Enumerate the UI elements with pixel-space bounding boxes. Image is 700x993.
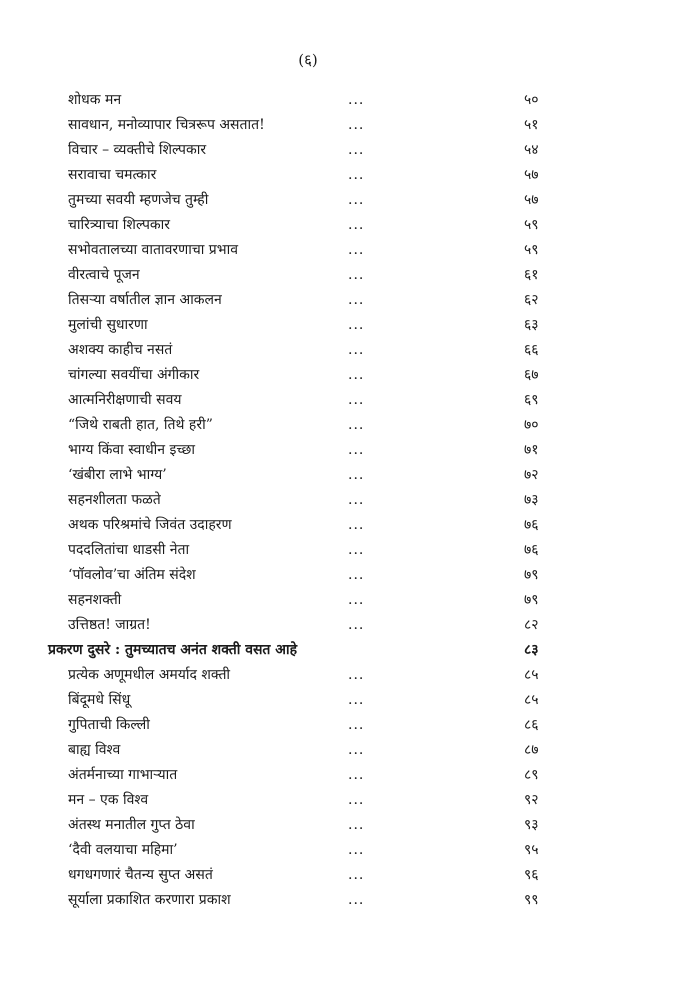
- toc-dots: ...: [348, 192, 365, 208]
- toc-row: [0, 113, 700, 138]
- toc-page: ६९: [524, 392, 539, 408]
- toc-row: [0, 363, 700, 388]
- toc-title: ‘खंबीरा लाभे भाग्य’: [68, 467, 167, 483]
- toc-title: सावधान, मनोव्यापार चित्ररूप असतात!: [68, 117, 265, 133]
- toc-page: ६६: [524, 342, 539, 358]
- toc-page: ६३: [524, 317, 539, 333]
- toc-row: [0, 813, 700, 838]
- toc-dots: ...: [348, 467, 365, 483]
- table-of-contents: [0, 88, 700, 913]
- chapter-heading-title: प्रकरण दुसरे : तुमच्यातच अनंत शक्ती वसत आहे: [48, 642, 298, 658]
- toc-title: बिंदूमधे सिंधू: [68, 692, 131, 708]
- toc-row: [0, 563, 700, 588]
- toc-page: ७३: [524, 492, 539, 508]
- toc-title: भाग्य किंवा स्वाधीन इच्छा: [68, 442, 195, 458]
- toc-dots: ...: [348, 417, 365, 433]
- toc-page: ७९: [524, 567, 539, 583]
- toc-title: शोधक मन: [68, 92, 122, 108]
- toc-row: [0, 513, 700, 538]
- toc-page: ९९: [524, 892, 539, 908]
- toc-dots: ...: [348, 342, 365, 358]
- toc-title: अशक्य काहीच नसतं: [68, 342, 173, 358]
- toc-dots: ...: [348, 542, 365, 558]
- toc-title: ‘दैवी वलयाचा महिमा’: [68, 842, 178, 858]
- toc-row: [0, 888, 700, 913]
- toc-title: अंतस्थ मनातील गुप्त ठेवा: [68, 817, 195, 833]
- toc-dots: ...: [348, 392, 365, 408]
- toc-page: ५७: [524, 167, 539, 183]
- toc-dots: ...: [348, 267, 365, 283]
- toc-title: अंतर्मनाच्या गाभाऱ्यात: [68, 767, 178, 783]
- toc-dots: ...: [348, 792, 365, 808]
- toc-row: [0, 288, 700, 313]
- toc-dots: ...: [348, 367, 365, 383]
- toc-dots: ...: [348, 817, 365, 833]
- toc-page: ८६: [524, 717, 539, 733]
- toc-row: [0, 88, 700, 113]
- toc-row: [0, 388, 700, 413]
- toc-page: ८९: [524, 767, 539, 783]
- toc-row: [0, 738, 700, 763]
- toc-dots: ...: [348, 442, 365, 458]
- toc-row: [0, 863, 700, 888]
- toc-title: विचार – व्यक्तीचे शिल्पकार: [68, 142, 207, 158]
- toc-page: ५१: [524, 117, 539, 133]
- toc-row: [0, 163, 700, 188]
- toc-dots: ...: [348, 842, 365, 858]
- toc-page: ६२: [524, 292, 539, 308]
- toc-title: गुपिताची किल्ली: [68, 717, 150, 733]
- toc-title: पददलितांचा धाडसी नेता: [68, 542, 190, 558]
- toc-page: ६७: [524, 367, 539, 383]
- toc-title: चांगल्या सवयींचा अंगीकार: [68, 367, 200, 383]
- toc-row: [0, 588, 700, 613]
- toc-page: ७१: [524, 442, 539, 458]
- toc-page: ९२: [524, 792, 539, 808]
- toc-title: मुलांची सुधारणा: [68, 317, 148, 333]
- chapter-heading-page: ८३: [524, 642, 539, 658]
- toc-dots: ...: [348, 892, 365, 908]
- toc-dots: ...: [348, 867, 365, 883]
- toc-row: [0, 338, 700, 363]
- toc-row: [0, 788, 700, 813]
- toc-dots: ...: [348, 117, 365, 133]
- toc-title: अथक परिश्रमांचे जिवंत उदाहरण: [68, 517, 232, 533]
- toc-row: [0, 238, 700, 263]
- toc-title: वीरत्वाचे पूजन: [68, 267, 140, 283]
- toc-page: ६१: [524, 267, 539, 283]
- toc-row: [0, 188, 700, 213]
- toc-row: [0, 688, 700, 713]
- toc-page: ८५: [524, 667, 539, 683]
- toc-row: [0, 663, 700, 688]
- toc-page: ५०: [524, 92, 539, 108]
- page-number: (६): [298, 51, 318, 69]
- toc-page: ७९: [524, 592, 539, 608]
- toc-row: [0, 838, 700, 863]
- toc-page: ७६: [524, 517, 539, 533]
- toc-page: ७६: [524, 542, 539, 558]
- toc-dots: ...: [348, 92, 365, 108]
- toc-row: [0, 463, 700, 488]
- toc-title: आत्मनिरीक्षणाची सवय: [68, 392, 182, 408]
- toc-dots: ...: [348, 292, 365, 308]
- toc-page: ९५: [524, 842, 539, 858]
- toc-page: ८२: [524, 617, 539, 633]
- toc-title: उत्तिष्ठत! जाग्रत!: [68, 617, 151, 633]
- toc-title: तुमच्या सवयी म्हणजेच तुम्ही: [68, 192, 209, 208]
- toc-dots: ...: [348, 592, 365, 608]
- toc-row: [0, 488, 700, 513]
- toc-dots: ...: [348, 142, 365, 158]
- toc-row: [0, 613, 700, 638]
- toc-title: ‘पॉवलोव’चा अंतिम संदेश: [68, 567, 196, 583]
- toc-page: ५९: [524, 242, 539, 258]
- toc-dots: ...: [348, 492, 365, 508]
- toc-page: ७०: [524, 417, 539, 433]
- toc-row: [0, 413, 700, 438]
- chapter-heading: [0, 638, 700, 663]
- toc-row: [0, 263, 700, 288]
- toc-title: सूर्याला प्रकाशित करणारा प्रकाश: [68, 892, 231, 908]
- toc-dots: ...: [348, 567, 365, 583]
- toc-dots: ...: [348, 517, 365, 533]
- toc-dots: ...: [348, 742, 365, 758]
- toc-row: [0, 713, 700, 738]
- toc-title: सभोवतालच्या वातावरणाचा प्रभाव: [68, 242, 239, 258]
- toc-row: [0, 138, 700, 163]
- toc-page: ५७: [524, 192, 539, 208]
- toc-title: सहनशक्ती: [68, 592, 122, 608]
- toc-title: तिसऱ्या वर्षातील ज्ञान आकलन: [68, 292, 222, 308]
- toc-title: चारित्र्याचा शिल्पकार: [68, 217, 171, 233]
- toc-row: [0, 538, 700, 563]
- toc-dots: ...: [348, 217, 365, 233]
- toc-page: ८७: [524, 742, 539, 758]
- toc-dots: ...: [348, 167, 365, 183]
- toc-dots: ...: [348, 692, 365, 708]
- toc-page: ८५: [524, 692, 539, 708]
- toc-row: [0, 213, 700, 238]
- toc-page: ५४: [524, 142, 539, 158]
- toc-dots: ...: [348, 317, 365, 333]
- toc-row: [0, 313, 700, 338]
- toc-row: [0, 763, 700, 788]
- toc-page: ५९: [524, 217, 539, 233]
- toc-title: सरावाचा चमत्कार: [68, 167, 157, 183]
- toc-dots: ...: [348, 617, 365, 633]
- toc-title: धगधगणारं चैतन्य सुप्त असतं: [68, 867, 213, 883]
- toc-row: [0, 438, 700, 463]
- toc-title: मन – एक विश्व: [68, 792, 149, 808]
- toc-title: प्रत्येक अणूमधील अमर्याद शक्ती: [68, 667, 231, 683]
- toc-dots: ...: [348, 242, 365, 258]
- toc-title: “जिथे राबती हात, तिथे हरी”: [68, 417, 213, 433]
- toc-page: ९६: [524, 867, 539, 883]
- toc-page: ७२: [524, 467, 539, 483]
- toc-title: बाह्य विश्व: [68, 742, 121, 758]
- toc-dots: ...: [348, 767, 365, 783]
- toc-title: सहनशीलता फळते: [68, 492, 161, 508]
- toc-dots: ...: [348, 717, 365, 733]
- toc-dots: ...: [348, 667, 365, 683]
- toc-page: ९३: [524, 817, 539, 833]
